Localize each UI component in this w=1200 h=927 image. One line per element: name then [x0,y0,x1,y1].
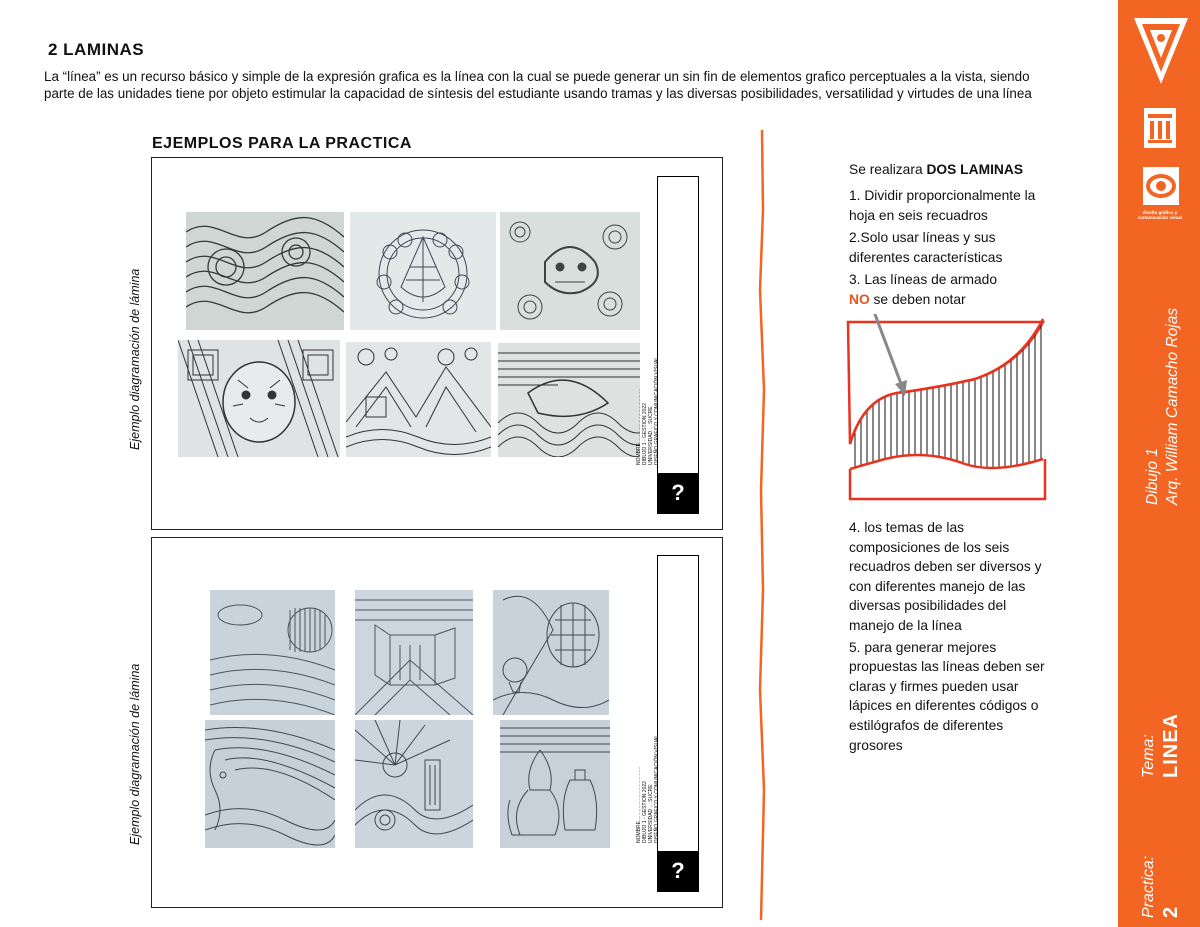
drawing-leaf-ring [350,212,496,330]
line-example-diagram [845,314,1055,504]
instructions [849,160,1049,310]
examples-title: EJEMPLOS PARA LA PRACTICA [152,135,412,152]
page-heading: 2 LAMINAS [48,40,145,59]
intro-paragraph: La “línea” es un recurso básico y simple de la expresión grafica es la línea con la cual se puede generar un sin fin de elementos grafico perceptuales a la vista, siendo parte de las unidades tiene por objeto estimular la capacidad de síntesis del estudiante usando tramas y las diversas posibilidades, versatilidad y virtudes de una línea [44,69,1032,101]
instruction-5: 5. para generar mejores propuestas las líneas deben ser claras y firmes pueden usar lápices en diferentes códigos o estilógrafos de diferentes grosores [849,639,1045,753]
title-block-mark: ? [658,473,698,513]
tema-value: LINEA [1160,713,1182,778]
instructions-continued [849,518,1049,755]
sheet-1-label: Ejemplo diagramación de lámina [128,268,142,450]
drawing-waves-fish [498,343,640,457]
title-block-2 [636,555,699,892]
drawing-woman-hair [205,720,335,848]
title-block-text: NOMBRE....................................... DIBUJO 1 - GESTION 2022 UNIVERSIDAD ... SUCRE DISEÑO GRAFICO Y COMUNICACIÓN VISUAL [636,734,660,843]
practica-value: 2 [1160,906,1182,918]
course-author: Dibujo 1 Arq. William Camacho Rojas [1144,307,1181,505]
institute-building-icon [1142,106,1178,150]
instructions-intro: Se realizara DOS LAMINAS [849,162,1024,177]
drawing-swirls [186,212,344,330]
drawing-perspective-building [355,590,473,715]
title-block-text: NOMBRE....................................... DIBUJO 1 - GESTION 2022 UNIVERSIDAD ... SUCRE DISEÑO GRAFICO Y COMUNICACIÓN VISUAL [636,356,660,465]
instruction-3: 3. Las líneas de armado NO se deben notar [849,272,998,307]
drawing-vases [500,720,610,848]
instruction-4: 4. los temas de las composiciones de los seis recuadros deben ser diversos y con diferentes manejo de las diversas posibilidades del manejo de la línea [849,520,1042,633]
drawing-hot-air-balloon [493,590,609,715]
instruction-2: 2.Solo usar líneas y sus diferentes características [849,230,1003,265]
drawing-mountains [346,342,491,457]
drawing-sun-sea [355,720,473,848]
practica-label: Practica: [1140,855,1157,918]
drawing-dragon [500,212,640,330]
sheet-2-label: Ejemplo diagramación de lámina [128,663,142,845]
university-crest-icon [1132,14,1190,86]
title-block-mark: ? [658,851,698,891]
instruction-1: 1. Dividir proporcionalmente la hoja en seis recuadros [849,188,1036,223]
title-block-1 [636,176,699,514]
eye-logo-icon [1142,166,1180,206]
orange-divider-line [752,130,772,920]
drawing-tiger [178,340,340,457]
tema-label: Tema: [1140,734,1157,778]
drawing-landscape-circles [210,590,335,715]
school-name: diseño gráfico y comunicación visual [1137,210,1183,220]
